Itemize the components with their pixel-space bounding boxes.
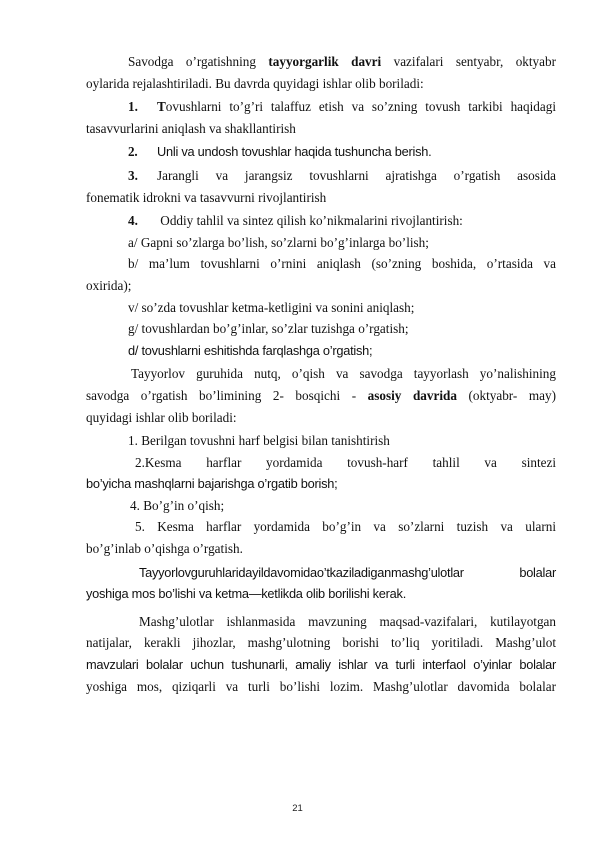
list-item-3 — [86, 165, 556, 187]
step-5-line-1: 5. Kesma harflar yordamida bo’g’in va so’zlarni tuzish va ularni — [135, 519, 556, 535]
list-item-1-cont: tasavvurlarini aniqlash va shakllantirish — [86, 120, 296, 136]
step-4: 4. Bo’g’in o’qish; — [130, 497, 225, 513]
main-period-line-2 — [86, 385, 556, 407]
list-item-2 — [86, 141, 556, 163]
main-period-line-3: quyidagi ishlar olib boriladi: — [86, 409, 237, 425]
mashgulot-para-line-2: natijalar, kerakli jihozlar, mashg’ulotning borishi to’liq yoritiladi. Mashg’ulot — [86, 635, 556, 651]
subitem-d: d/ tovushlarni eshitishda farqlashga o’rgatish; — [128, 342, 373, 358]
list-item-text: Jarangli va jarangsiz tovushlarni ajratishga o’rgatish asosida — [157, 167, 556, 183]
subitem-b-line-2: oxirida); — [86, 277, 132, 293]
intro-line-1 — [86, 51, 556, 73]
mashgulot-para-line-4: yoshiga mos, qiziqarli va turli bo’lishi lozim. Mashg’ulotlar davomida bolalar — [86, 678, 556, 694]
tayyorlov-para-line-2: yoshiga mos bo’lishi va ketma—ketlikda olib borilishi kerak. — [86, 586, 406, 602]
mashgulot-para-line-3: mavzulari bolalar uchun tushunarli, amaliy ishlar va turli interfaol o’yinlar bolalar — [86, 657, 556, 673]
tayyorlov-para-line-1: Tayyorlovguruhlaridayildavomidao’tkaziladiganmashg’ulotlar bolalar — [139, 564, 556, 580]
list-item-1 — [86, 96, 556, 118]
list-item-text: Oddiy tahlil va sintez qilish ko’nikmalarini rivojlantirish: — [157, 213, 463, 229]
step-1: 1. Berilgan tovushni harf belgisi bilan tanishtirish — [128, 433, 390, 449]
mashgulot-para-line-1: Mashg’ulotlar ishlanmasida mavzuning maqsad-vazifalari, kutilayotgan — [139, 613, 556, 629]
list-number: 3. — [128, 167, 138, 183]
list-item-4 — [86, 210, 556, 232]
step-5-line-2: bo’g’inlab o’qishga o’rgatish. — [86, 541, 243, 557]
page-number: 21 — [292, 803, 303, 814]
main-period-lead: savodga o’rgatish bo’limining 2- bosqichi - — [86, 387, 357, 403]
list-item-text: ovushlarni to’g’ri talaffuz etish va so’zning tovush tarkibi haqidagi — [165, 99, 556, 115]
main-period-bold-term: asosiy davrida — [367, 387, 457, 403]
main-period-line-1: Tayyorlov guruhida nutq, o’qish va savodga tayyorlash yo’nalishining — [131, 366, 556, 382]
intro-rest-text: vazifalari sentyabr, oktyabr — [393, 54, 556, 69]
step-2-line-1: 2.Kesma harflar yordamida tovush-harf tahlil va sintezi — [135, 454, 556, 470]
list-number: 4. — [128, 213, 138, 229]
subitem-g: g/ tovushlardan bo’g’inlar, so’zlar tuzishga o’rgatish; — [128, 321, 409, 337]
list-item-text: Unli va undosh tovushlar haqida tushuncha berish. — [157, 144, 432, 160]
intro-line-2: oylarida rejalashtiriladi. Bu davrda quyidagi ishlar olib boriladi: — [86, 75, 424, 91]
step-2-line-2: bo’yicha mashqlarni bajarishga o’rgatib borish; — [86, 476, 338, 492]
list-item-initial: T — [157, 99, 166, 115]
list-number: 1. — [128, 99, 138, 115]
subitem-b-line-1: b/ ma’lum tovushlarni o’rnini aniqlash (so’zning boshida, o’rtasida va — [128, 256, 556, 272]
intro-bold-term: tayyorgarlik davri — [268, 54, 382, 69]
intro-lead-text: Savodga o’rgatishning — [128, 54, 256, 69]
subitem-v: v/ so’zda tovushlar ketma-ketligini va sonini aniqlash; — [128, 299, 415, 315]
list-number: 2. — [128, 144, 138, 160]
main-period-dates: (oktyabr- may) — [468, 387, 556, 403]
list-item-3-cont: fonematik idrokni va tasavvurni rivojlantirish — [86, 189, 327, 205]
page-body — [86, 51, 556, 697]
subitem-a: a/ Gapni so’zlarga bo’lish, so’zlarni bo’g’inlarga bo’lish; — [128, 234, 429, 250]
